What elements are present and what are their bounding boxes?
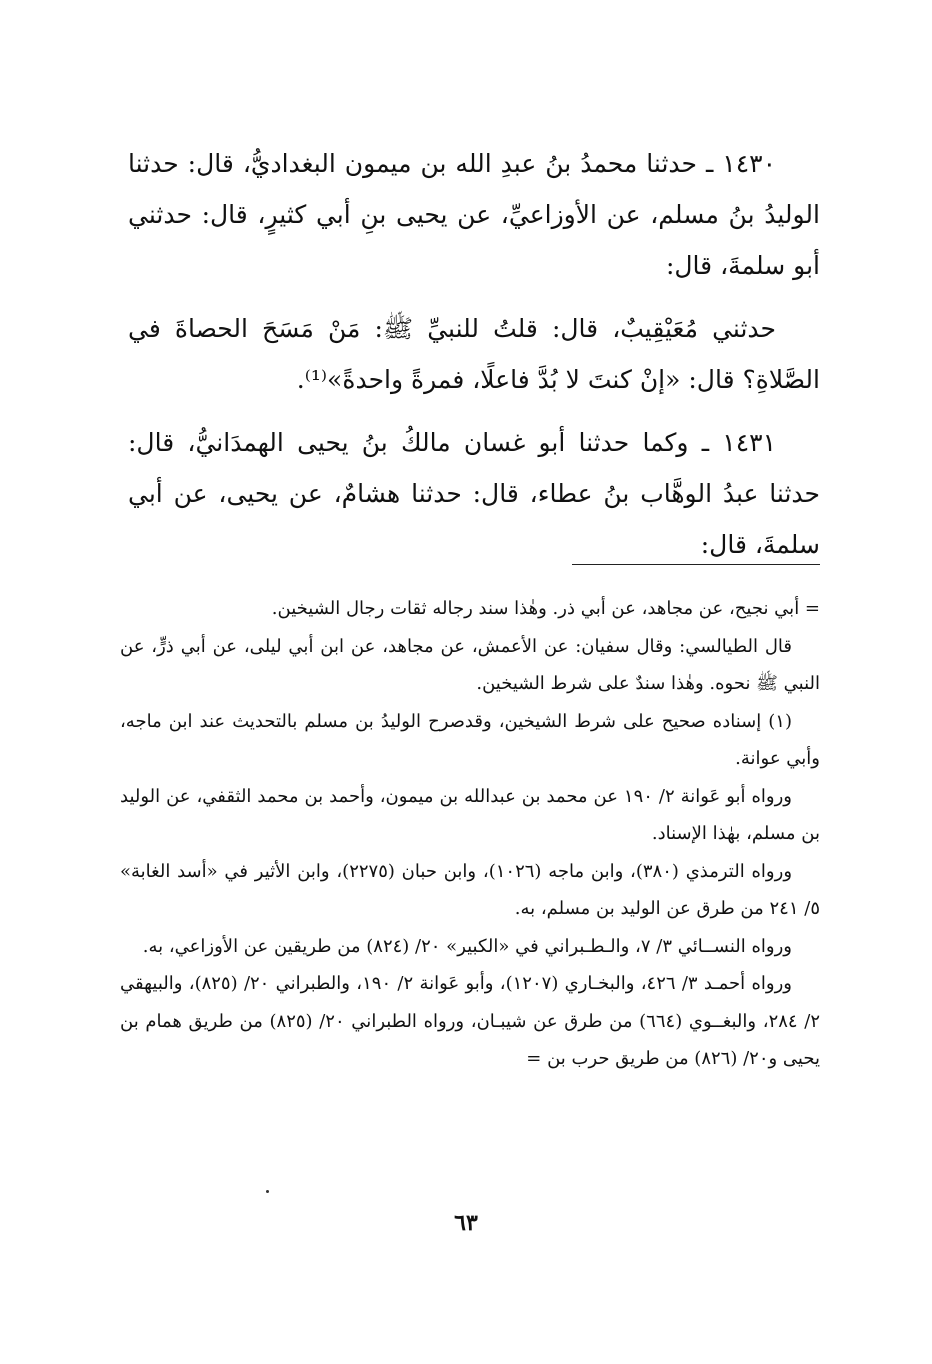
hadith-1430-paragraph: ١٤٣٠ ـ حدثنا محمدُ بنُ عبدِ الله بن ميمون البغداديُّ، قال: حدثنا الوليدُ بنُ مسلم، عن الأوزاعيِّ، عن يحيى بنِ أبي كثيرٍ، قال: حدثني أبو سلمةَ، قال: (128, 149, 820, 280)
footnotes (120, 590, 820, 1078)
footnote-paragraph: قال الطيالسي: وقال سفيان: عن الأعمش، عن مجاهد، عن ابن أبي ليلى، عن أبي ذرٍّ، عن النبي ﷺ نحوه. وهٰذا سندٌ على شرط الشيخين. (120, 635, 820, 694)
footnote-paragraph: ورواه أحمـد ٣/ ٤٢٦، والبخـاري (١٢٠٧)، وأبو عَوانة ٢/ ١٩٠، والطبراني ٢٠/ (٨٢٥)، والبيهقي ٢/ ٢٨٤، والبغــوي (٦٦٤) من طرق عن شيبـان، ورواه الطبراني ٢٠/ (٨٢٥) من طريق همام بن يحيى و٢٠/ (٨٢٦) من طريق حرب بن = (120, 973, 820, 1069)
print-speck (266, 1190, 269, 1193)
footnote-1: (١) إسناده صحيح على شرط الشيخين، وقدصرح الوليدُ بن مسلم بالتحديث عند ابن ماجه، وأبي عوانة. (120, 710, 820, 769)
footnote-continuation: = أبي نجيح، عن مجاهد، عن أبي ذر. وهٰذا سند رجاله ثقات رجال الشيخين. (271, 598, 820, 619)
footnote-paragraph: ورواه أبو عَوانة ٢/ ١٩٠ عن محمد بن عبدالله بن ميمون، وأحمد بن محمد الثقفي، عن الوليد بن مسلم، بهٰذا الإسناد. (120, 785, 820, 844)
footnote-paragraph: ورواه الترمذي (٣٨٠)، وابن ماجه (١٠٢٦)، وابن حبان (٢٢٧٥)، وابن الأثير في «أسد الغابة» ٥/ ٢٤١ من طرق عن الوليد بن مسلم، به. (120, 860, 820, 919)
footnote-divider (572, 564, 820, 565)
main-text (128, 138, 820, 582)
footnote-paragraph: ورواه النســائي ٣/ ٧، والـطـبراني في «الكبير» ٢٠/ (٨٢٤) من طريقين عن الأوزاعي، به. (142, 935, 792, 957)
hadith-1431-paragraph: ١٤٣١ ـ وكما حدثنا أبو غسان مالكُ بنُ يحيى الهمدَانيُّ، قال: حدثنا عبدُ الوهَّاب بنُ عطاء، قال: حدثنا هشامٌ، عن يحيى، عن أبي سلمةَ، قال: (128, 428, 820, 559)
hadith-1430-matn-paragraph: حدثني مُعَيْقِيبٌ، قال: قلتُ للنبيِّ ﷺ: مَنْ مَسَحَ الحصاةَ في الصَّلاةِ؟ قال: «إنْ كنتَ لا بُدَّ فاعلًا، فمرةً واحدةً»⁽¹⁾. (128, 314, 820, 394)
page-number: ٦٣ (454, 1210, 478, 1236)
